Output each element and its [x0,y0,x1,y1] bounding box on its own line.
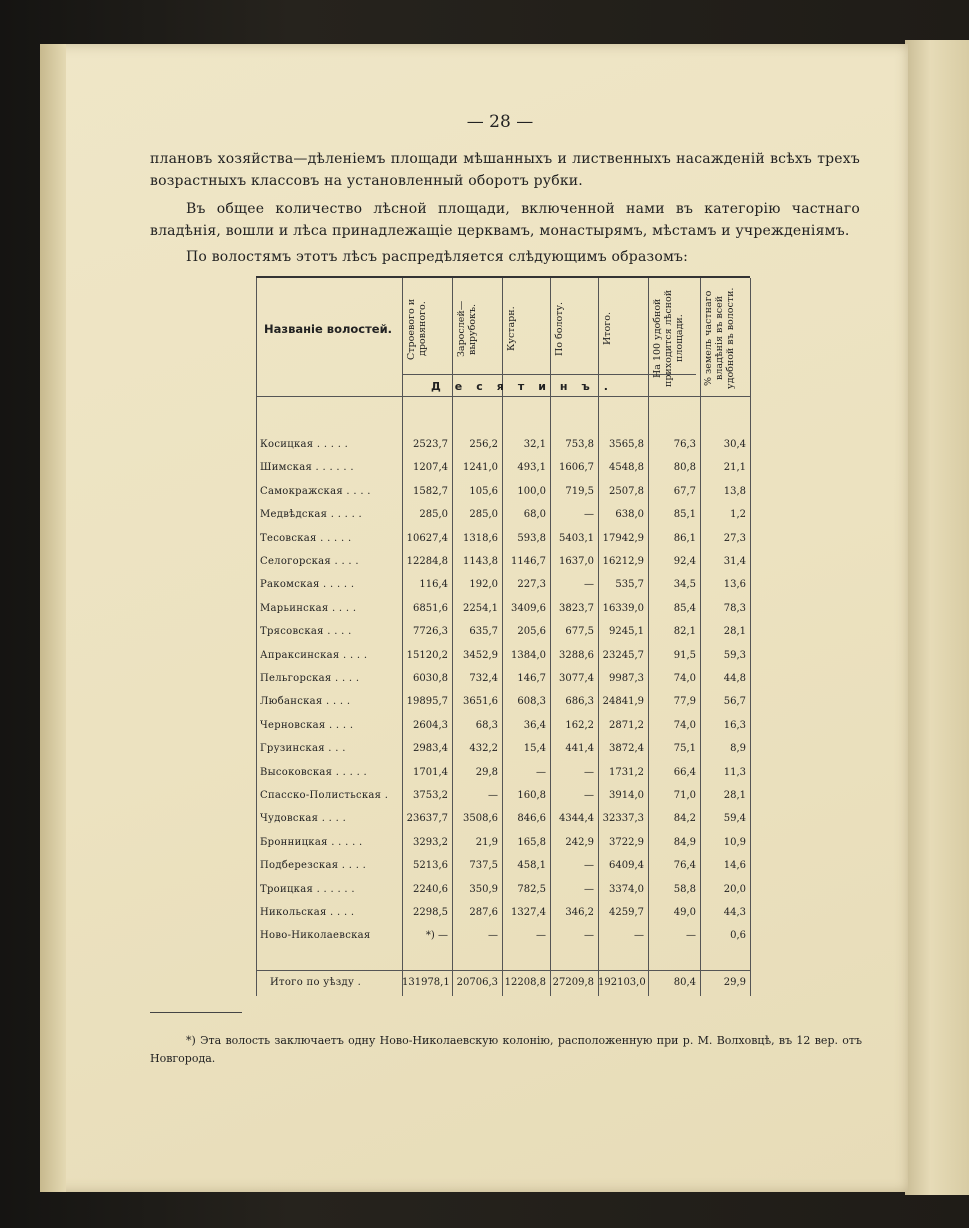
row-value: 85,4 [673,602,696,614]
row-volost-name: Ракомская . . . . . [260,579,355,591]
table-row [256,576,750,600]
row-value: 116,4 [419,579,448,591]
row-value: — [584,790,594,801]
row-value: 74,0 [673,719,696,731]
header-volost-name: Названіе волостей. [264,322,393,336]
row-volost-name: Сeлогорская . . . . [260,556,359,567]
row-value: 31,4 [723,556,746,567]
row-volost-name: Ново-Николаевская [260,930,371,942]
row-value: 1207,4 [413,462,448,474]
row-value: 15120,2 [406,649,448,661]
row-value: 4344,4 [559,813,594,825]
row-volost-name: Марьинская . . . . [260,602,357,614]
total-value: 29,9 [723,977,746,988]
table-row [256,764,750,788]
header-col-2: Зарослей—вырубокъ. [456,300,478,358]
row-value: 75,1 [673,743,696,755]
table-row [256,857,750,881]
row-volost-name: Шимская . . . . . . [260,462,354,474]
table-row [256,693,750,717]
row-value: — [584,766,594,778]
table-row [256,600,750,624]
row-value: 1384,0 [511,649,546,661]
row-value: 350,9 [469,883,498,895]
row-value: 782,5 [517,883,546,895]
row-value: 3823,7 [559,602,594,614]
row-value: 287,6 [469,907,498,918]
total-value: 27209,8 [552,977,594,988]
row-value: 44,8 [723,673,746,684]
row-value: 12284,8 [406,556,448,567]
row-value: 1,2 [730,509,746,521]
header-col-7: % земель частнаго владѣнія въ всей удобной въ волости. [703,287,736,389]
row-value: — [584,930,594,942]
row-value: 58,8 [673,883,696,895]
row-value: 638,0 [615,509,644,521]
row-value: — [686,930,696,942]
row-value: 11,3 [723,766,746,778]
row-value: 192,0 [469,579,498,591]
row-value: 242,9 [565,836,594,848]
row-value: 165,8 [517,836,546,848]
row-volost-name: Апраксинская . . . . [260,649,368,661]
row-value: 3872,4 [609,743,644,755]
table-row [256,717,750,741]
table-row [256,483,750,507]
total-label: Итого по уѣзду . [270,977,362,988]
row-volost-name: Трясовская . . . . [260,626,352,638]
row-value: 4548,8 [609,462,644,474]
row-value: 91,5 [673,649,696,661]
row-value: 92,4 [673,556,696,567]
row-value: 14,6 [723,860,746,872]
row-value: 32,1 [523,439,546,450]
row-value: 78,3 [723,602,746,614]
row-value: 2298,5 [413,907,448,918]
row-value: 6851,6 [413,602,448,614]
row-value: 10,9 [723,836,746,848]
row-value: 1582,7 [413,485,448,497]
row-value: — [584,883,594,895]
row-value: — [584,579,594,591]
row-value: 76,4 [673,860,696,872]
row-value: 68,3 [475,719,498,731]
row-value: 2240,6 [413,883,448,895]
page-number: — 28 — [466,112,534,132]
row-value: 21,1 [723,462,746,474]
footnote: *) Эта волость заключаетъ одну Ново-Николаевскую колонію, расположенную при р. М. Волховцѣ, въ 12 вер. отъ Новгорода. [150,1034,862,1065]
row-value: 162,2 [565,719,594,731]
page-edge [905,40,969,1195]
row-value: 5213,6 [413,860,448,872]
row-value: 1143,8 [463,556,498,567]
row-value: 160,8 [517,790,546,801]
paragraph-2: Въ общее количество лѣсной площади, включенной нами въ категорію частнаго владѣнія, вошли и лѣса принадлежащіе церквамъ, монастырямъ, мѣстамъ и учрежденіямъ. [150,201,860,239]
row-value: 753,8 [565,439,594,450]
row-value: 593,8 [517,532,546,544]
row-value: 205,6 [517,626,546,638]
row-value: 719,5 [565,485,594,497]
row-value: 13,8 [723,485,746,497]
row-volost-name: Пельгорская . . . . [260,673,360,684]
header-col-6: На 100 удобной приходится лѣсной площади. [652,289,685,387]
row-value: 24841,9 [602,696,644,708]
row-value: 105,6 [469,485,498,497]
row-value: 23245,7 [602,649,644,661]
row-value: 49,0 [673,907,696,918]
row-volost-name: Самокражская . . . . [260,485,371,497]
table-row [256,530,750,554]
row-value: 635,7 [469,626,498,638]
total-value: 80,4 [673,977,696,988]
row-value: 71,0 [673,790,696,801]
row-value: 1637,0 [559,556,594,567]
row-value: 29,8 [475,766,498,778]
paragraph-1: плановъ хозяйства—дѣленіемъ площади мѣшанныхъ и лиственныхъ насажденій всѣхъ трехъ возрастныхъ классовъ на установленный оборотъ рубки. [150,151,860,189]
row-value: 2983,4 [413,743,448,755]
row-value: 17942,9 [602,532,644,544]
row-value: 16339,0 [602,602,644,614]
row-volost-name: Медвѣдская . . . . . [260,509,363,521]
row-value: 16,3 [723,719,746,731]
row-value: — [536,766,546,778]
row-value: 256,2 [469,439,498,450]
row-value: 76,3 [673,439,696,450]
row-value: 59,3 [723,649,746,661]
row-value: 85,1 [673,509,696,521]
table-row [256,459,750,483]
row-value: 3288,6 [559,649,594,661]
table-row [256,647,750,671]
row-value: 77,9 [673,696,696,708]
row-value: 3753,2 [413,790,448,801]
row-value: 5403,1 [559,532,594,544]
row-value: 1318,6 [463,532,498,544]
row-value: 846,6 [517,813,546,825]
row-value: 1731,2 [609,766,644,778]
row-value: 20,0 [723,883,746,895]
row-value: 1327,4 [511,907,546,918]
row-value: 9987,3 [609,673,644,684]
table-row [256,506,750,530]
table-row [256,810,750,834]
table-row [256,436,750,460]
row-value: — [584,860,594,872]
row-value: 28,1 [723,626,746,638]
row-value: 1606,7 [559,462,594,474]
row-value: 3409,6 [511,602,546,614]
row-value: 23637,7 [406,813,448,825]
row-value: 3077,4 [559,673,594,684]
row-value: 3293,2 [413,836,448,848]
row-value: 100,0 [517,485,546,497]
row-value: 36,4 [523,719,546,731]
table-row [256,927,750,951]
row-volost-name: Чудовская . . . . [260,813,347,825]
row-value: 2604,3 [413,719,448,731]
row-value: 28,1 [723,790,746,801]
row-value: 2523,7 [413,439,448,450]
paragraph-3: По волостямъ этотъ лѣсъ распредѣляется слѣдующимъ образомъ: [186,249,689,265]
row-value: 10627,4 [406,532,448,544]
table-row [256,553,750,577]
header-col-4: По болоту. [554,301,565,357]
total-value: 192103,0 [598,977,646,988]
row-value: 30,4 [723,439,746,450]
table-row [256,881,750,905]
row-value: 15,4 [523,743,546,755]
row-value: 1701,4 [413,766,448,778]
row-value: 2254,1 [463,602,498,614]
row-value: — [488,790,498,801]
row-value: 74,0 [673,673,696,684]
row-value: 19895,7 [406,696,448,708]
row-value: 737,5 [469,860,498,872]
row-volost-name: Спасско-Полистьская . [260,790,389,801]
table-row [256,670,750,694]
book-spine [40,44,66,1192]
row-volost-name: Высоковская . . . . . [260,766,368,778]
row-value: 1241,0 [463,462,498,474]
row-value: 432,2 [469,743,498,755]
row-value: 535,7 [615,579,644,591]
total-value: 20706,3 [456,977,498,988]
row-value: 84,2 [673,813,696,825]
row-value: 80,8 [673,462,696,474]
row-value: 6409,4 [609,860,644,872]
row-volost-name: Подберезская . . . . [260,860,367,872]
row-value: 0,6 [730,930,746,942]
row-value: 8,9 [730,743,746,755]
row-value: 13,6 [723,579,746,591]
row-value: 56,7 [723,696,746,708]
units-label: Десятинъ. [431,380,622,393]
total-value: 12208,8 [504,977,546,988]
row-value: 16212,9 [602,556,644,567]
row-value: 68,0 [523,509,546,521]
table-row [256,623,750,647]
row-value: 3651,6 [463,696,498,708]
row-value: — [536,930,546,942]
row-volost-name: Бронницкая . . . . . [260,836,363,848]
row-value: *) — [425,930,448,942]
row-value: 2871,2 [609,719,644,731]
header-col-5: Итого. [602,312,613,346]
row-volost-name: Тесовская . . . . . [260,532,352,544]
row-value: 27,3 [723,532,746,544]
row-value: 6030,8 [413,673,448,684]
row-value: 3914,0 [609,790,644,801]
row-value: 7726,3 [413,626,448,638]
row-value: 3374,0 [609,883,644,895]
row-value: 34,5 [673,579,696,591]
row-value: 227,3 [517,579,546,591]
row-volost-name: Косицкая . . . . . [260,439,349,450]
row-value: — [488,930,498,942]
header-col-3: Кустарн. [506,306,517,352]
row-value: 608,3 [517,696,546,708]
row-value: 677,5 [565,626,594,638]
row-value: 458,1 [517,860,546,872]
forest-table [256,276,750,996]
row-value: 441,4 [565,743,594,755]
row-value: 346,2 [565,907,594,918]
row-value: 59,4 [723,813,746,825]
row-value: 82,1 [673,626,696,638]
row-value: 3565,8 [609,439,644,450]
row-value: — [584,509,594,521]
row-value: 66,4 [673,766,696,778]
row-value: 3508,6 [463,813,498,825]
table-row [256,834,750,858]
row-value: 732,4 [469,673,498,684]
row-volost-name: Черновская . . . . [260,719,354,731]
row-volost-name: Любанская . . . . [260,696,351,708]
row-value: 285,0 [469,509,498,521]
row-value: 86,1 [673,532,696,544]
row-value: 9245,1 [609,626,644,638]
row-value: 21,9 [475,836,498,848]
row-value: 493,1 [517,462,546,474]
row-volost-name: Троицкая . . . . . . [260,883,355,895]
row-value: 2507,8 [609,485,644,497]
table-row [256,787,750,811]
row-value: 44,3 [723,907,746,918]
total-value: 131978,1 [402,977,450,988]
row-value: 84,9 [673,836,696,848]
row-value: 686,3 [565,696,594,708]
table-row [256,904,750,928]
row-value: 3452,9 [463,649,498,661]
row-value: 67,7 [673,485,696,497]
table-row [256,740,750,764]
row-value: — [634,930,644,942]
row-value: 1146,7 [511,556,546,567]
row-volost-name: Грузинская . . . [260,743,346,755]
row-value: 285,0 [419,509,448,521]
footnote-rule [150,1012,242,1013]
row-volost-name: Никольская . . . . [260,907,355,918]
row-value: 3722,9 [609,836,644,848]
row-value: 32337,3 [602,813,644,825]
total-row [256,974,750,998]
row-value: 4259,7 [609,907,644,918]
header-col-1: Строевого и дровяного. [406,298,428,360]
row-value: 146,7 [517,673,546,684]
